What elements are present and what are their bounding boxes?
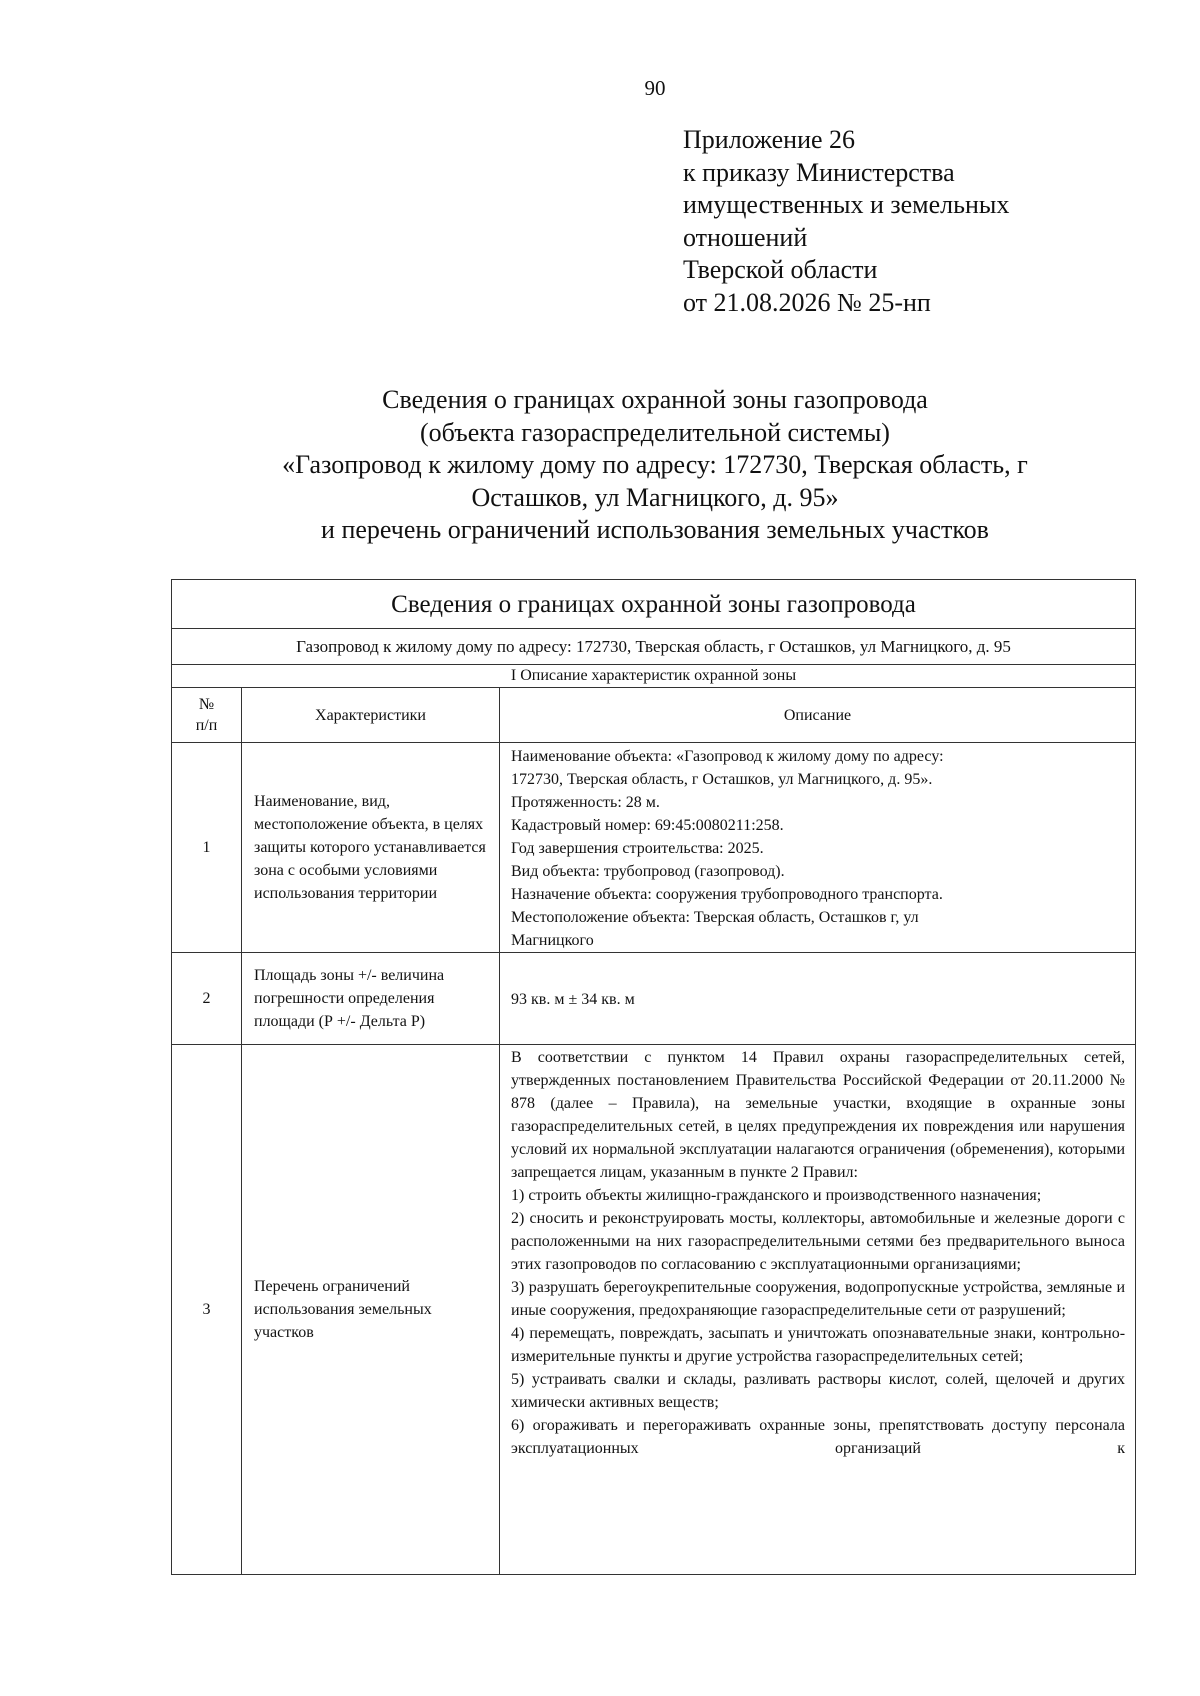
table-row	[172, 743, 1136, 953]
appendix-line: отношений	[683, 222, 808, 252]
description-line: Кадастровый номер: 69:45:0080211:258.	[511, 816, 784, 834]
title-line: и перечень ограничений использования земельных участков	[321, 515, 989, 544]
table-subsection-title: I Описание характеристик охранной зоны	[172, 665, 1136, 688]
title-line: Сведения о границах охранной зоны газопровода	[382, 385, 928, 414]
table-row	[172, 953, 1136, 1045]
row-description: 93 кв. м ± 34 кв. м	[500, 953, 1136, 1045]
row-description	[500, 1045, 1136, 1575]
row-number: 1	[172, 743, 242, 953]
title-line: «Газопровод к жилому дому по адресу: 172730, Тверская область, г	[282, 450, 1028, 479]
description-line: Назначение объекта: сооружения трубопроводного транспорта.	[511, 885, 943, 903]
row-characteristic: Площадь зоны +/- величина погрешности определения площади (Р +/- Дельта Р)	[242, 953, 500, 1045]
appendix-line: имущественных и земельных	[683, 190, 1010, 219]
description-line: Протяженность: 28 м.	[511, 793, 660, 811]
zone-table	[171, 579, 1136, 1575]
header-characteristics: Характеристики	[242, 688, 500, 743]
description-paragraph: В соответствии с пунктом 14 Правил охраны газораспределительных сетей, утвержденных постановлением Правительства Российской Федерации от 20.11.2000 № 878 (далее – Правила), на земельные участки, входящие в охранные зоны газораспределительных сетей, в целях предупреждения их повреждения или нарушения условий их нормальной эксплуатации налагаются ограничения (обременения), которыми запрещается лицам, указанным в пункте 2 Правил:	[511, 1049, 1126, 1181]
row-number: 2	[172, 953, 242, 1045]
description-line: Наименование объекта: «Газопровод к жилому дому по адресу:	[511, 747, 944, 765]
title-line: (объекта газораспределительной системы)	[420, 417, 890, 447]
description-line: Местоположение объекта: Тверская область, Осташков г, ул	[511, 908, 919, 926]
table-object-name: Газопровод к жилому дому по адресу: 172730, Тверская область, г Осташков, ул Магницкого, д. 95	[172, 629, 1136, 665]
row-characteristic: Перечень ограничений использования земельных участков	[242, 1045, 500, 1575]
description-line: 172730, Тверская область, г Осташков, ул Магницкого, д. 95».	[511, 770, 933, 788]
description-paragraph: 2) сносить и реконструировать мосты, коллекторы, автомобильные и железные дороги с расположенными на них газораспределительными сетями без предварительного выноса этих газопроводов по согласованию с эксплуатационными организациями;	[511, 1210, 1126, 1273]
header-number: № п/п	[172, 688, 242, 743]
title-line: Осташков, ул Магницкого, д. 95»	[471, 482, 839, 512]
appendix-line: Тверской области	[683, 255, 878, 284]
description-paragraph: 4) перемещать, повреждать, засыпать и уничтожать опознавательные знаки, контрольно-измерительные пункты и другие устройства газораспределительных сетей;	[511, 1325, 1126, 1365]
appendix-line: Приложение 26	[683, 125, 856, 154]
description-paragraph: 3) разрушать берегоукрепительные сооружения, водопропускные устройства, земляные и иные сооружения, предохраняющие газораспределительные сети от разрушений;	[511, 1279, 1126, 1319]
description-line: Магницкого	[511, 931, 594, 949]
page-number: 90	[644, 76, 666, 100]
table-section-title: Сведения о границах охранной зоны газопровода	[172, 580, 1136, 629]
row-description	[500, 743, 1136, 953]
row-number: 3	[172, 1045, 242, 1575]
description-line: Год завершения строительства: 2025.	[511, 839, 764, 857]
row-characteristic: Наименование, вид, местоположение объекта, в целях защиты которого устанавливается зона с особыми условиями использования территории	[242, 743, 500, 953]
description-line: Вид объекта: трубопровод (газопровод).	[511, 862, 785, 880]
table-row	[172, 1045, 1136, 1575]
description-paragraph: 6) огораживать и перегораживать охранные зоны, препятствовать доступу персонала эксплуатационных организаций к	[511, 1417, 1126, 1457]
appendix-block	[683, 124, 1009, 319]
appendix-line: к приказу Министерства	[683, 157, 955, 187]
appendix-line: от 21.08.2026 № 25-нп	[683, 287, 931, 317]
description-paragraph: 5) устраивать свалки и склады, разливать растворы кислот, солей, щелочей и других химически активных веществ;	[511, 1371, 1126, 1411]
description-paragraph: 1) строить объекты жилищно-гражданского и производственного назначения;	[511, 1187, 1042, 1204]
header-description: Описание	[500, 688, 1136, 743]
document-title	[240, 384, 1070, 547]
